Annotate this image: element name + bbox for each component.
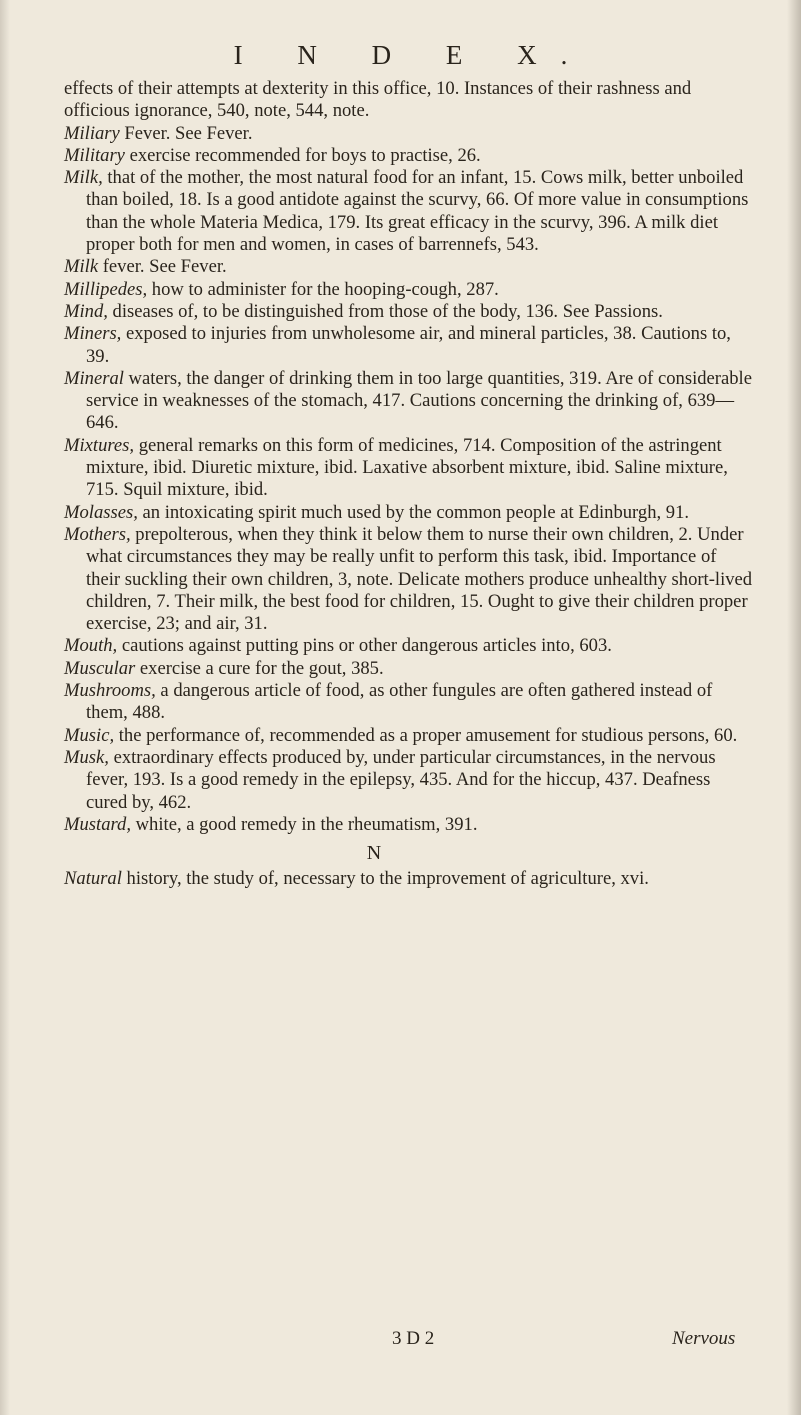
index-entry-music	[64, 725, 754, 747]
index-term: Musk,	[64, 746, 109, 768]
index-term: Mustard,	[64, 813, 131, 835]
index-entry-millipedes	[64, 279, 754, 301]
index-body	[64, 78, 754, 891]
index-entry-mind	[64, 301, 754, 323]
index-text: an intoxicating spirit much used by the common people at Edinburgh, 91.	[137, 501, 690, 523]
index-entry-continuation	[64, 78, 754, 123]
index-entry-military	[64, 145, 754, 167]
index-entry-mineral	[64, 368, 754, 435]
index-term: Muscular	[64, 657, 136, 679]
index-entry-natural	[64, 868, 754, 890]
index-term: Millipedes,	[64, 278, 148, 300]
index-entries-n	[64, 868, 754, 890]
page-edge-shadow	[787, 0, 801, 1415]
index-entry-milk	[64, 167, 754, 256]
index-entry-milk-fever	[64, 256, 754, 278]
index-term: Military	[64, 144, 125, 166]
page-left-shade	[0, 0, 10, 1415]
index-term: Milk	[64, 256, 99, 278]
index-term: Mouth,	[64, 635, 118, 657]
index-text: diseases of, to be distinguished from those of the body, 136. See Passions.	[107, 300, 663, 322]
page-title: I N D E X.	[233, 40, 592, 70]
signature-mark: 3 D 2	[392, 1328, 435, 1349]
index-text: prepolterous, when they think it below them to nurse their own children, 2. Under what circumstances they may be really unfit to perform this task, ibid. Importance of their suckling their own children, 3, note. Delicate mothers produce unhealthy short-lived children, 7. Their milk, the best food for children, 15. Ought to give their children proper exercise, 23; and air, 31.	[86, 523, 753, 635]
index-entry-molasses	[64, 502, 754, 524]
index-text: effects of their attempts at dexterity in this office, 10. Instances of their rashness and officious ignorance, 540, note, 544, note.	[64, 78, 692, 122]
index-text: waters, the danger of drinking them in too large quantities, 319. Are of considerable service in weaknesses of the stomach, 417. Cautions concerning the drinking of, 639—646.	[86, 367, 752, 434]
index-entry-miners	[64, 323, 754, 368]
index-entry-mothers	[64, 524, 754, 635]
index-term: Milk,	[64, 167, 103, 189]
index-text: history, the study of, necessary to the improvement of agriculture, xvi.	[121, 868, 649, 890]
index-entry-mouth	[64, 635, 754, 657]
index-text: extraordinary effects produced by, under particular circumstances, in the nervous fever, 193. Is a good remedy in the epilepsy, 435. And for the hiccup, 437. Deafness cured by, 462.	[86, 746, 716, 813]
index-entry-miliary	[64, 123, 754, 145]
index-entry-musk	[64, 747, 754, 814]
index-term: Mineral	[64, 367, 124, 389]
index-term: Mixtures,	[64, 434, 135, 456]
index-text: a dangerous article of food, as other fungules are often gathered instead of them, 488.	[86, 680, 713, 724]
section-letter: N	[366, 842, 382, 865]
index-text: the performance of, recommended as a proper amusement for studious persons, 60.	[114, 724, 738, 746]
index-term: Miliary	[64, 122, 120, 144]
index-text: cautions against putting pins or other dangerous articles into, 603.	[117, 635, 612, 657]
index-entry-mustard	[64, 814, 754, 836]
index-term: Molasses,	[64, 501, 138, 523]
index-entries-m	[64, 78, 754, 836]
index-entry-mixtures	[64, 435, 754, 502]
index-text: general remarks on this form of medicines, 714. Composition of the astringent mixture, ibid. Diuretic mixture, ibid. Laxative absorbent mixture, ibid. Saline mixture, 715. Squil mixture, ibid.	[86, 434, 728, 501]
index-term: Miners,	[64, 323, 122, 345]
index-text: exercise recommended for boys to practise, 26.	[124, 144, 481, 166]
catchword: Nervous	[672, 1328, 736, 1349]
index-text: exercise a cure for the gout, 385.	[135, 657, 384, 679]
index-text: how to administer for the hooping-cough, 287.	[147, 278, 499, 300]
index-term: Music,	[64, 724, 115, 746]
index-entry-mushrooms	[64, 680, 754, 725]
index-text: that of the mother, the most natural food for an infant, 15. Cows milk, better unboiled than boiled, 18. Is a good antidote against the scurvy, 66. Of more value in consumptions than the whole Materia Medica, 179. Its great efficacy in the scurvy, 396. A milk diet proper both for men and women, in cases of barrennefs, 543.	[86, 167, 749, 256]
index-term: Mind,	[64, 300, 108, 322]
index-text: exposed to injuries from unwholesome air, and mineral particles, 38. Cautions to, 39.	[86, 323, 731, 367]
index-term: Mushrooms,	[64, 680, 156, 702]
index-term: Mothers,	[64, 523, 131, 545]
index-text: white, a good remedy in the rheumatism, 391.	[130, 813, 478, 835]
index-text: Fever. See Fever.	[119, 122, 253, 144]
index-text: fever. See Fever.	[98, 256, 227, 278]
index-term: Natural	[64, 868, 122, 890]
index-entry-muscular	[64, 658, 754, 680]
